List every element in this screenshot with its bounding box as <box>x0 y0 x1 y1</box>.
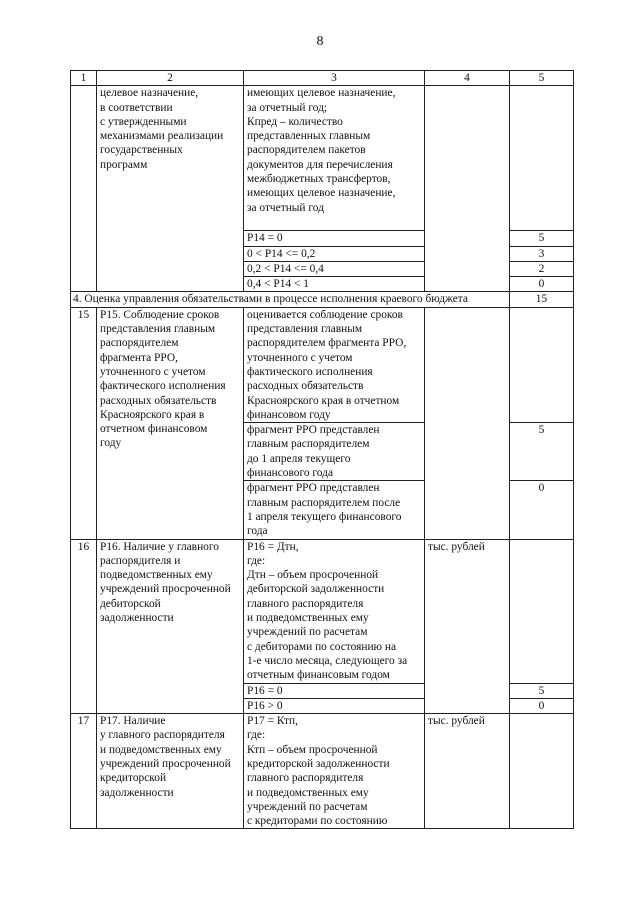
criteria-table <box>70 70 574 829</box>
score-cell: 5 <box>510 423 574 481</box>
score-cell: 5 <box>510 231 574 246</box>
condition-cell: P14 = 0 <box>244 231 425 246</box>
section-heading-row <box>71 292 574 307</box>
score-cell: 0 <box>510 481 574 539</box>
header-col-2: 2 <box>97 71 244 86</box>
row-number-cell: 15 <box>71 307 97 539</box>
table-row <box>71 714 574 829</box>
header-col-3: 3 <box>244 71 425 86</box>
formula-cell: оценивается соблюдение сроков представления главным распорядителем фрагмента РРО, уточненного с учетом фактического исполнения расходных обязательств Красноярского края в отчетном финансовом году <box>244 307 425 422</box>
table-row <box>71 539 574 683</box>
score-cell <box>510 86 574 231</box>
formula-cell: P16 = Дтн, где: Дтн – объем просроченной дебиторской задолженности главного распорядителя и подведомственных ему учреждений по расчетам с дебиторами по состоянию на 1-е число месяца, следующего за отчетным финансовым годом <box>244 539 425 683</box>
score-cell: 3 <box>510 246 574 261</box>
unit-cell: тыс. рублей <box>425 539 510 714</box>
table-row <box>71 86 574 231</box>
score-cell <box>510 539 574 683</box>
score-cell <box>510 714 574 829</box>
score-cell: 2 <box>510 261 574 276</box>
table-header-row <box>71 71 574 86</box>
condition-cell: P16 = 0 <box>244 683 425 698</box>
condition-cell: фрагмент РРО представлен главным распорядителем после 1 апреля текущего финансового года <box>244 481 425 539</box>
indicator-cell: P15. Соблюдение сроков представления главным распорядителем фрагмента РРО, уточненного с учетом фактического исполнения расходных обязательств Красноярского края в отчетном финансовом году <box>97 307 244 539</box>
unit-cell <box>425 86 510 292</box>
indicator-cell: целевое назначение, в соответствии с утвержденными механизмами реализации государственных программ <box>97 86 244 292</box>
formula-cell: P17 = Ктп, где: Ктп – объем просроченной кредиторской задолженности главного распорядителя и подведомственных ему учреждений по расчетам с кредиторами по состоянию <box>244 714 425 829</box>
score-cell: 0 <box>510 698 574 713</box>
header-col-5: 5 <box>510 71 574 86</box>
condition-cell: P16 > 0 <box>244 698 425 713</box>
condition-cell: 0,4 < P14 < 1 <box>244 277 425 292</box>
unit-cell <box>425 307 510 539</box>
formula-cell: имеющих целевое назначение, за отчетный год; Кпред – количество представленных главным распорядителем пакетов документов для перечисления межбюджетных трансфертов, имеющих целевое назначение, за отчетный год <box>244 86 425 231</box>
section-heading: 4. Оценка управления обязательствами в процессе исполнения краевого бюджета <box>71 292 510 307</box>
row-number-cell: 17 <box>71 714 97 829</box>
score-cell: 0 <box>510 277 574 292</box>
indicator-cell: P16. Наличие у главного распорядителя и подведомственных ему учреждений просроченной дебиторской задолженности <box>97 539 244 714</box>
header-col-4: 4 <box>425 71 510 86</box>
score-cell <box>510 307 574 422</box>
unit-cell: тыс. рублей <box>425 714 510 829</box>
page-number: 8 <box>316 34 324 49</box>
condition-cell: 0,2 < P14 <= 0,4 <box>244 261 425 276</box>
table-row <box>71 307 574 422</box>
row-number-cell: 16 <box>71 539 97 714</box>
indicator-cell: P17. Наличие у главного распорядителя и подведомственных ему учреждений просроченной кредиторской задолженности <box>97 714 244 829</box>
section-score: 15 <box>510 292 574 307</box>
condition-cell: фрагмент РРО представлен главным распорядителем до 1 апреля текущего финансового года <box>244 423 425 481</box>
condition-cell: 0 < P14 <= 0,2 <box>244 246 425 261</box>
header-col-1: 1 <box>71 71 97 86</box>
score-cell: 5 <box>510 683 574 698</box>
row-number-cell <box>71 86 97 292</box>
